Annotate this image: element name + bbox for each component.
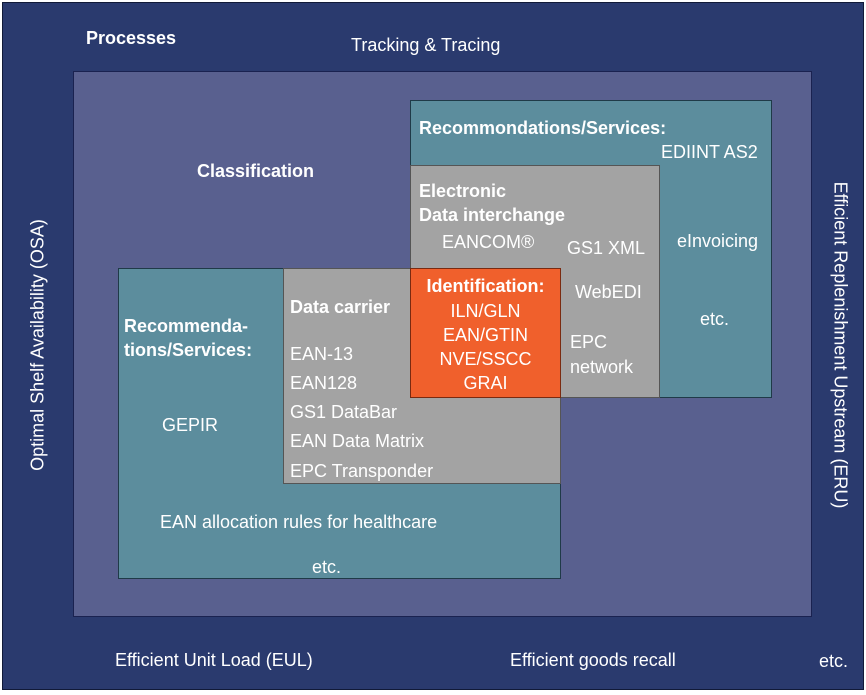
processes-label: Processes	[86, 28, 177, 48]
right-vertical-label: Efficient Replenishment Upstream (ERU)	[830, 181, 851, 509]
identification-title: Identification:	[426, 276, 545, 296]
edi-item: GS1 XML	[567, 238, 646, 258]
services-left-item: EAN allocation rules for healthcare	[160, 512, 438, 532]
edi-item: network	[570, 357, 634, 377]
edi-item: EANCOM®	[442, 232, 535, 252]
services-right-item: eInvoicing	[677, 231, 759, 251]
services-left-title-line2: tions/Services:	[124, 340, 253, 360]
data-carrier-item: EAN128	[290, 373, 358, 393]
services-left-title-line1: Recommenda-	[124, 316, 249, 336]
data-carrier-item: EAN Data Matrix	[290, 431, 425, 451]
bottom-label-eul: Efficient Unit Load (EUL)	[115, 650, 313, 670]
edi-item: EPC	[570, 332, 608, 352]
services-right-title: Recommondations/Services:	[419, 118, 667, 138]
edi-title-line2: Data interchange	[419, 205, 566, 225]
classification-label: Classification	[197, 161, 315, 181]
data-carrier-item: GS1 DataBar	[290, 402, 398, 422]
edi-title-line1: Electronic	[419, 181, 507, 201]
services-right-item: etc.	[700, 309, 730, 329]
identification-item: NVE/SSCC	[439, 349, 532, 369]
data-carrier-title: Data carrier	[290, 297, 391, 317]
bottom-label-recall: Efficient goods recall	[510, 650, 676, 670]
bottom-label-etc: etc.	[819, 651, 849, 671]
identification-item: ILN/GLN	[450, 301, 521, 321]
services-left-item: etc.	[312, 557, 342, 577]
data-carrier-item: EAN-13	[290, 344, 354, 364]
tracking-label: Tracking & Tracing	[351, 35, 501, 55]
services-right-item: EDIINT AS2	[661, 142, 758, 162]
edi-item: WebEDI	[575, 282, 642, 302]
identification-item: EAN/GTIN	[442, 325, 528, 345]
left-vertical-label: Optimal Shelf Availability (OSA)	[27, 219, 48, 471]
identification-item: GRAI	[463, 373, 508, 393]
services-left-item: GEPIR	[162, 415, 219, 435]
data-carrier-item: EPC Transponder	[290, 461, 434, 481]
